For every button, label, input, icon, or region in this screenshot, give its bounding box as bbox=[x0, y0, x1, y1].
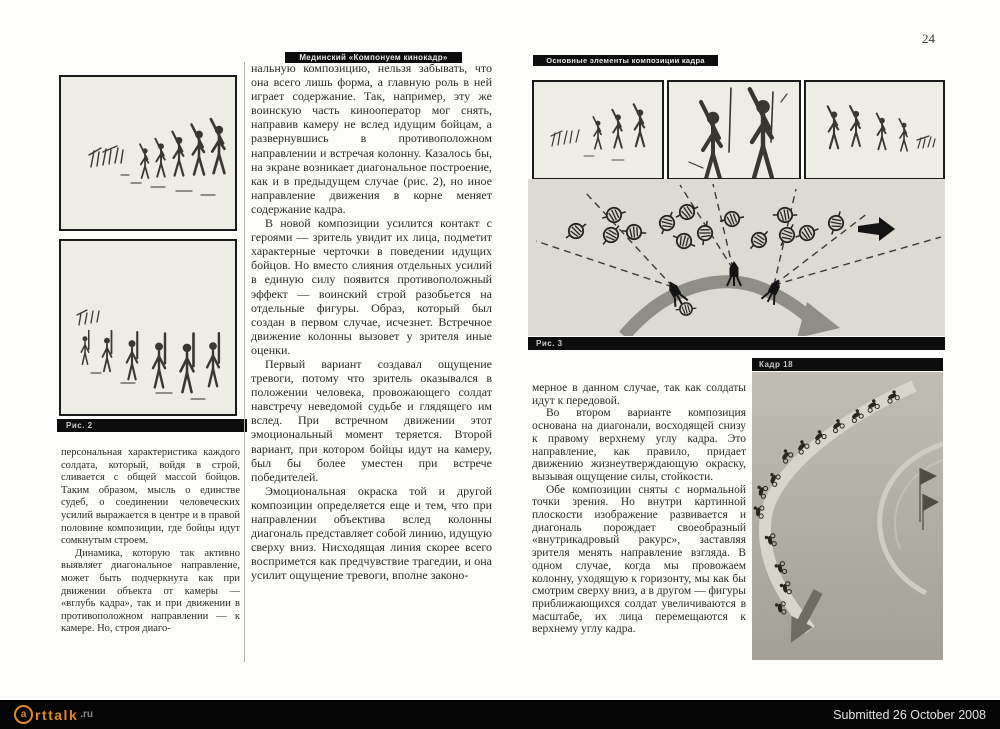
paragraph: Обе композиции сняты с нормальной точки зрения. Но внутри картинной плоскости изображение развивается и диагональ порождает своеобразный «внутрикадровый ракурс», заставляя зрителя менять направление взгляда. В одном случае, когда мы провожаем колонну, уходящую к горизонту, мы как бы смотрим сверху вниз, а в другом — фигуры приближающихся солдат увеличиваются в масштабе, их лица перемещаются к верхнему углу кадра. bbox=[532, 483, 746, 636]
left-page-header: Мединский «Компонуем кинокадр» bbox=[285, 52, 462, 63]
soldiers-column-sketch bbox=[61, 77, 235, 229]
figure-strip-frame-3 bbox=[804, 80, 945, 180]
paragraph: Динамика, которую так активно выявляет диагональное направление, может быть подчеркнута как при движении объекта от камеры — «вглубь кадра», так и при движении в противоположном направлении — к камере. Но, строя диаго- bbox=[61, 547, 240, 635]
paragraph: Первый вариант создавал ощущение тревоги, потому что зритель оказывался в положении человека, провожающего солдат навстречу неведомой судьбе и глядящего им вслед. При встречном движении этот эмоциональный момент теряется. Второй вариант, при котором бойцы идут на камеру, был бы более уместен при встрече победителей. bbox=[251, 356, 492, 484]
strip-sketch-1 bbox=[534, 82, 662, 178]
footer-bar bbox=[0, 700, 1000, 729]
arttalk-logo-word: rttalk bbox=[35, 706, 79, 723]
soldiers-frontal-sketch bbox=[61, 241, 235, 414]
arttalk-logo-a: a bbox=[20, 708, 27, 720]
cyclists-photo-svg bbox=[752, 372, 943, 660]
figure-3-caption: Рис. 3 bbox=[536, 339, 563, 348]
page-number: 24 bbox=[922, 31, 935, 46]
submitted-date: Submitted 26 October 2008 bbox=[833, 707, 986, 722]
paragraph: В новой композиции усилится контакт с героями — зритель увидит их лица, подметит характерные черточки в поведении идущих бойцов. Но вместо слияния отдельных усилий в единую силу появится противоположный эффект — воинский строй разобьется на отдельные фигуры. Образ, который был создан в первом случае, исчезнет. Встречное движение колонны вызовет у зрителя иные оценки. bbox=[251, 216, 492, 357]
direction-arrow-icon bbox=[858, 217, 895, 241]
kadr-18-caption-bar bbox=[752, 358, 943, 371]
camera-icon-center bbox=[727, 261, 741, 286]
strip-sketch-2 bbox=[669, 82, 799, 178]
figure-soldiers-approaching bbox=[59, 239, 237, 416]
arttalk-logo-domain: .ru bbox=[80, 709, 94, 720]
soldiers-top-view bbox=[566, 203, 848, 253]
left-page-column-1 bbox=[61, 447, 240, 663]
figure-2-caption-bar bbox=[57, 419, 247, 432]
kadr-18-photo-cyclists bbox=[752, 372, 943, 660]
right-page-header: Основные элементы композиции кадра bbox=[533, 55, 718, 66]
figure-2-caption: Рис. 2 bbox=[66, 421, 93, 430]
figure-strip-frame-2 bbox=[667, 80, 801, 180]
left-page-column-2 bbox=[251, 61, 492, 662]
camera-positions-diagram bbox=[528, 179, 945, 336]
diagram-svg bbox=[528, 179, 945, 336]
arttalk-logo bbox=[14, 705, 93, 724]
figure-3-caption-bar bbox=[528, 337, 945, 350]
figure-soldiers-marching-away bbox=[59, 75, 237, 231]
figure-strip-frame-1 bbox=[532, 80, 664, 180]
arttalk-logo-ring-icon bbox=[14, 705, 33, 724]
camera-track-arc bbox=[624, 282, 814, 336]
column-divider-rule bbox=[244, 62, 245, 662]
paragraph: мерное в данном случае, так как солдаты идут к передовой. bbox=[532, 382, 746, 407]
paragraph: персональная характеристика каждого солдата, который, войдя в строй, сливается с общей массой бойцов. Таким образом, мысль о единстве судеб, о соединении человеческих усилий выражается в центре и в правой половине композиции, где бойцы идут сомкнутым строем. bbox=[61, 447, 240, 547]
paragraph: Во втором варианте композиция основана на диагонали, восходящей снизу к правому верхнему углу кадра. Это направление, как правило, придает движению жизнеутверждающую окраску, вызывая ощущение силы, стойкости. bbox=[532, 407, 746, 483]
right-page-column bbox=[532, 382, 746, 662]
paragraph: Эмоциональная окраска той и другой композиции определяется еще и тем, что при направлении объектива вслед колонны диагональ представляет собой линию, идущую сверху вниз. Нисходящая линия скорее всего воспримется как предчувствие трагедии, и она усилит ощущение тревоги, вполне законо- bbox=[251, 483, 492, 583]
paragraph: нальную композицию, нельзя забывать, что она всего лишь форма, а главную роль в ней играет содержание. Так, например, эту же воинскую часть кинооператор мог снять, направив камеру не вслед идущим бойцам, а развернувшись в противоположном направлении и встречая колонну. Казалось бы, на экране возникает диагональное построение, как и в предыдущем случае (рис. 2), но иное направление движения в корне меняет содержание кадра. bbox=[251, 61, 492, 216]
kadr-18-caption: Кадр 18 bbox=[759, 360, 794, 369]
strip-sketch-3 bbox=[806, 82, 943, 178]
